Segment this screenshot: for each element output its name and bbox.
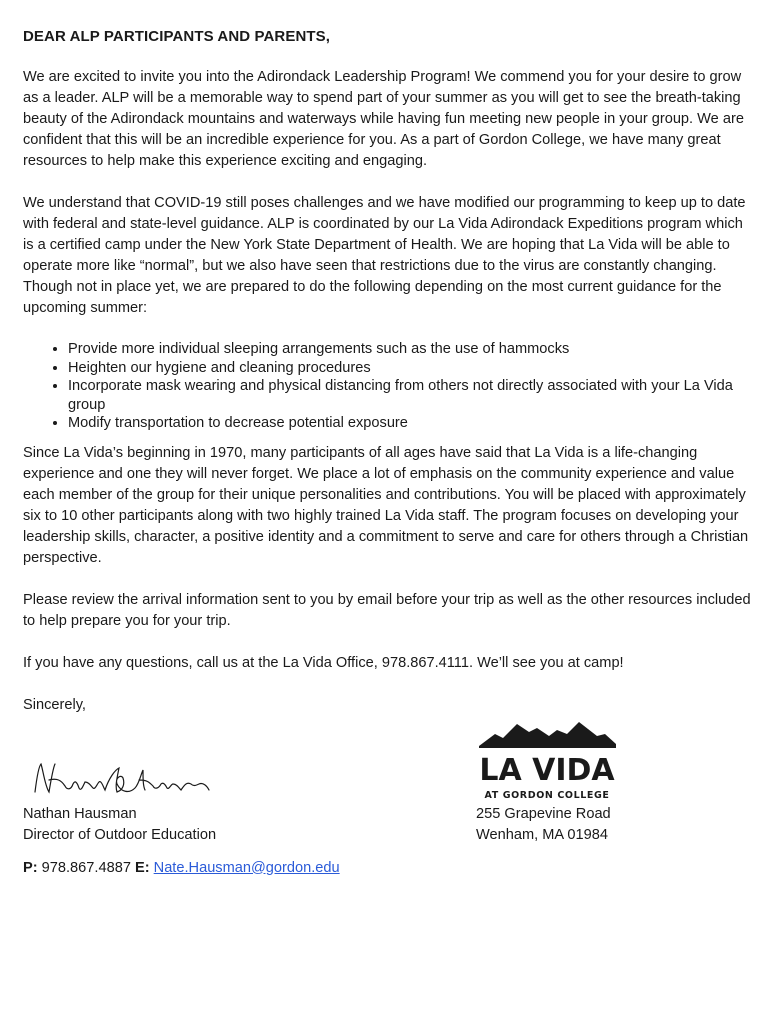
paragraph-history: Since La Vida’s beginning in 1970, many participants of all ages have said that La Vida is a life-changing experience and one they will never forget. We place a lot of emphasis on the community experience and value each member of the group for their unique personalities and contributions. You will be placed with approximately six to 10 other participants along with two highly trained La Vida staff. The program focuses on developing your leadership skills, character, a positive identity and a commitment to serve and care for others through a Christian perspective. bbox=[23, 444, 749, 566]
la-vida-logo bbox=[475, 722, 620, 804]
contact-line bbox=[23, 858, 340, 879]
email-link[interactable]: Nate.Hausman@gordon.edu bbox=[153, 859, 340, 876]
signature-area bbox=[23, 716, 753, 1036]
letter-heading: DEAR ALP PARTICIPANTS AND PARENTS, bbox=[23, 28, 331, 45]
paragraph-arrival: Please review the arrival information sent to you by email before your trip as well as the other resources included to help prepare you for your trip. bbox=[23, 591, 751, 629]
logo-wordmark: LA VIDA bbox=[479, 752, 615, 788]
paragraph-questions: If you have any questions, call us at the La Vida Office, 978.867.4111. We’ll see you at camp! bbox=[23, 654, 624, 671]
phone-number: 978.867.4887 bbox=[41, 859, 131, 876]
phone-label: P: bbox=[23, 859, 38, 876]
list-item: • Incorporate mask wearing and physical distancing from others not directly associated with your La Vida group bbox=[68, 377, 753, 414]
signature bbox=[31, 756, 211, 804]
address-line-2: Wenham, MA 01984 bbox=[476, 826, 608, 843]
list-item: • Provide more individual sleeping arrangements such as the use of hammocks bbox=[68, 340, 753, 359]
address-line-1: 255 Grapevine Road bbox=[476, 805, 611, 822]
paragraph-intro: We are excited to invite you into the Adirondack Leadership Program! We commend you for your desire to grow as a leader. ALP will be a memorable way to spend part of your summer as you will get to see the breath-taking beauty of the Adirondack mountains and waterways while having fun meeting new people in your group. We are confident that this will be an incredible experience for you. As a part of Gordon College, we have many great resources to help make this experience exciting and engaging. bbox=[23, 69, 744, 169]
logo-subtitle: AT GORDON COLLEGE bbox=[484, 789, 610, 801]
list-item: • Heighten our hygiene and cleaning procedures bbox=[68, 359, 753, 378]
address-block bbox=[476, 804, 611, 846]
list-item: • Modify transportation to decrease potential exposure bbox=[68, 414, 753, 433]
letter bbox=[23, 26, 753, 1036]
email-label: E: bbox=[135, 859, 150, 876]
signer-name: Nathan Hausman bbox=[23, 805, 137, 822]
paragraph-covid: We understand that COVID-19 still poses challenges and we have modified our programming to keep up to date with federal and state-level guidance. ALP is coordinated by our La Vida Adirondack Expeditions program which is a certified camp under the New York State Department of Health. We are hoping that La Vida will be able to operate more like “normal”, but we also have seen that restrictions due to the virus are constantly changing. Though not in place yet, we are prepared to do the following depending on the most current guidance for the upcoming summer: bbox=[23, 195, 746, 316]
signer-block bbox=[23, 804, 216, 846]
measures-list bbox=[23, 340, 753, 433]
signer-title: Director of Outdoor Education bbox=[23, 826, 217, 843]
closing: Sincerely, bbox=[23, 696, 86, 713]
